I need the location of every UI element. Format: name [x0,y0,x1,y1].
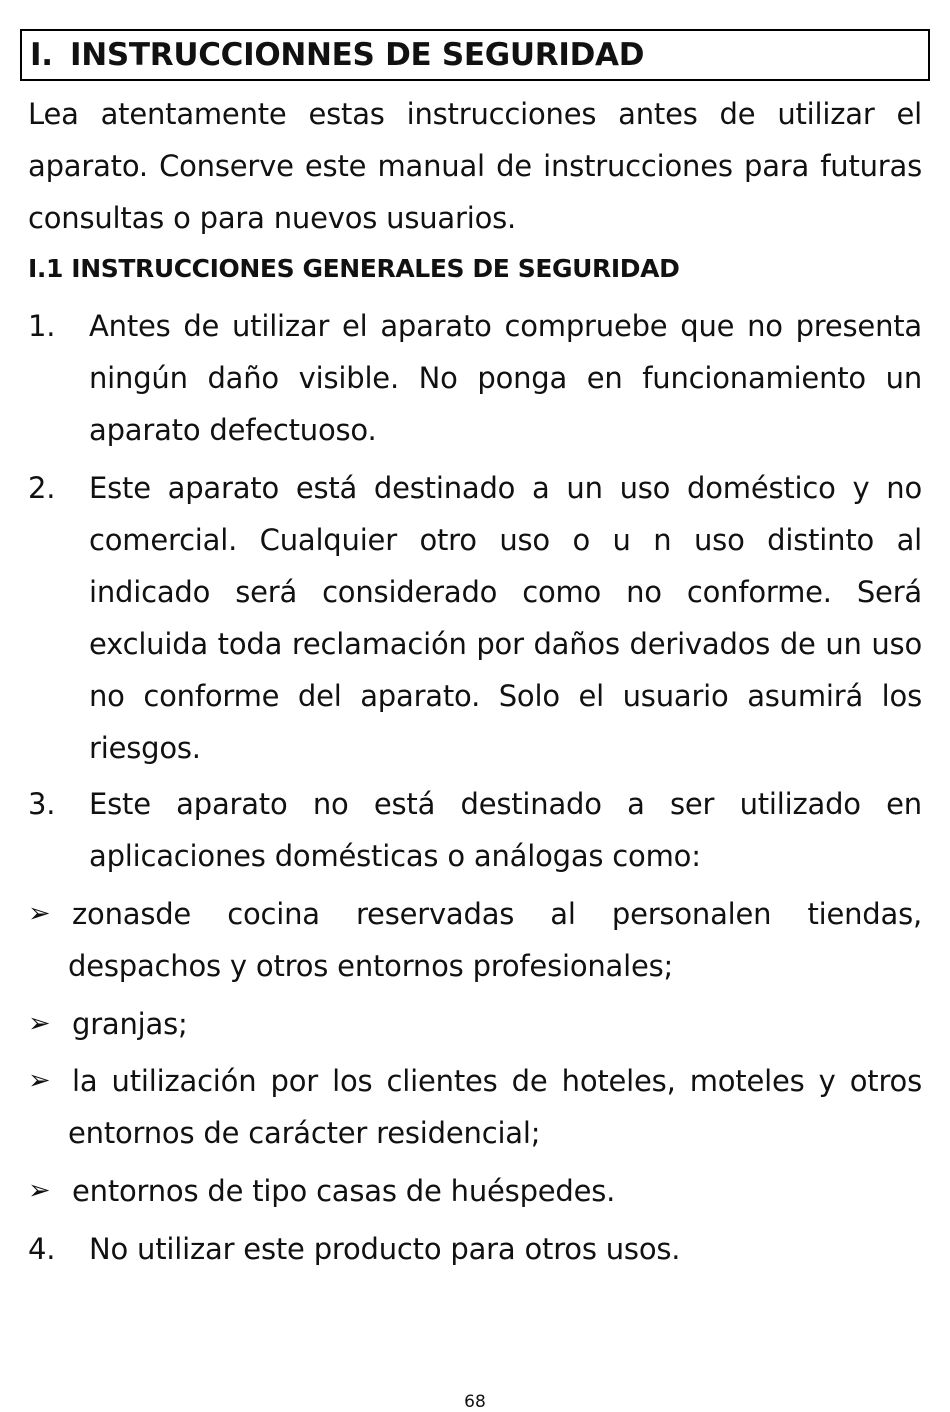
bullet-item-1 [28,888,922,992]
item-number: 1. [28,309,56,343]
item-number: 3. [28,787,56,821]
arrow-bullet-icon: ➢ [28,898,51,929]
bullet-item-2 [28,998,922,1050]
arrow-bullet-icon: ➢ [28,1008,51,1039]
page-number: 68 [464,1392,486,1412]
bullet-text: la utilización por los clientes de hoteles, moteles y otros entornos de carácter residencial; [68,1064,922,1150]
bullet-text: entornos de tipo casas de huéspedes. [72,1174,616,1208]
arrow-bullet-icon: ➢ [28,1175,51,1206]
numbered-item-2 [28,462,922,774]
arrow-bullet-icon: ➢ [28,1065,51,1096]
item-text: No utilizar este producto para otros usos. [89,1232,681,1266]
numbered-item-1 [28,300,922,456]
item-number: 4. [28,1232,56,1266]
section-header [20,29,930,81]
numbered-item-3 [28,778,922,882]
subsection-title: I.1 INSTRUCCIONES GENERALES DE SEGURIDAD [28,254,680,283]
bullet-text: zonasde cocina reservadas al personalen tiendas, despachos y otros entornos profesionales; [68,897,922,983]
item-text: Este aparato no está destinado a ser utilizado en aplicaciones domésticas o análogas como: [89,787,922,873]
bullet-item-4 [28,1165,922,1217]
bullet-text: granjas; [72,1007,188,1041]
item-text: Antes de utilizar el aparato compruebe que no presenta ningún daño visible. No ponga en funcionamiento un aparato defectuoso. [89,309,922,447]
intro-paragraph: Lea atentamente estas instrucciones antes de utilizar el aparato. Conserve este manual de instrucciones para futuras consultas o para nuevos usuarios. [28,97,922,235]
section-number: I. [30,37,53,73]
item-text: Este aparato está destinado a un uso doméstico y no comercial. Cualquier otro uso o u n uso distinto al indicado será considerado como no conforme. Será excluida toda reclamación por daños derivados de un uso no conforme del aparato. Solo el usuario asumirá los riesgos. [89,471,922,765]
numbered-item-4 [28,1223,922,1275]
item-number: 2. [28,471,56,505]
section-title: INSTRUCCIONNES DE SEGURIDAD [70,37,645,73]
bullet-item-3 [28,1055,922,1159]
